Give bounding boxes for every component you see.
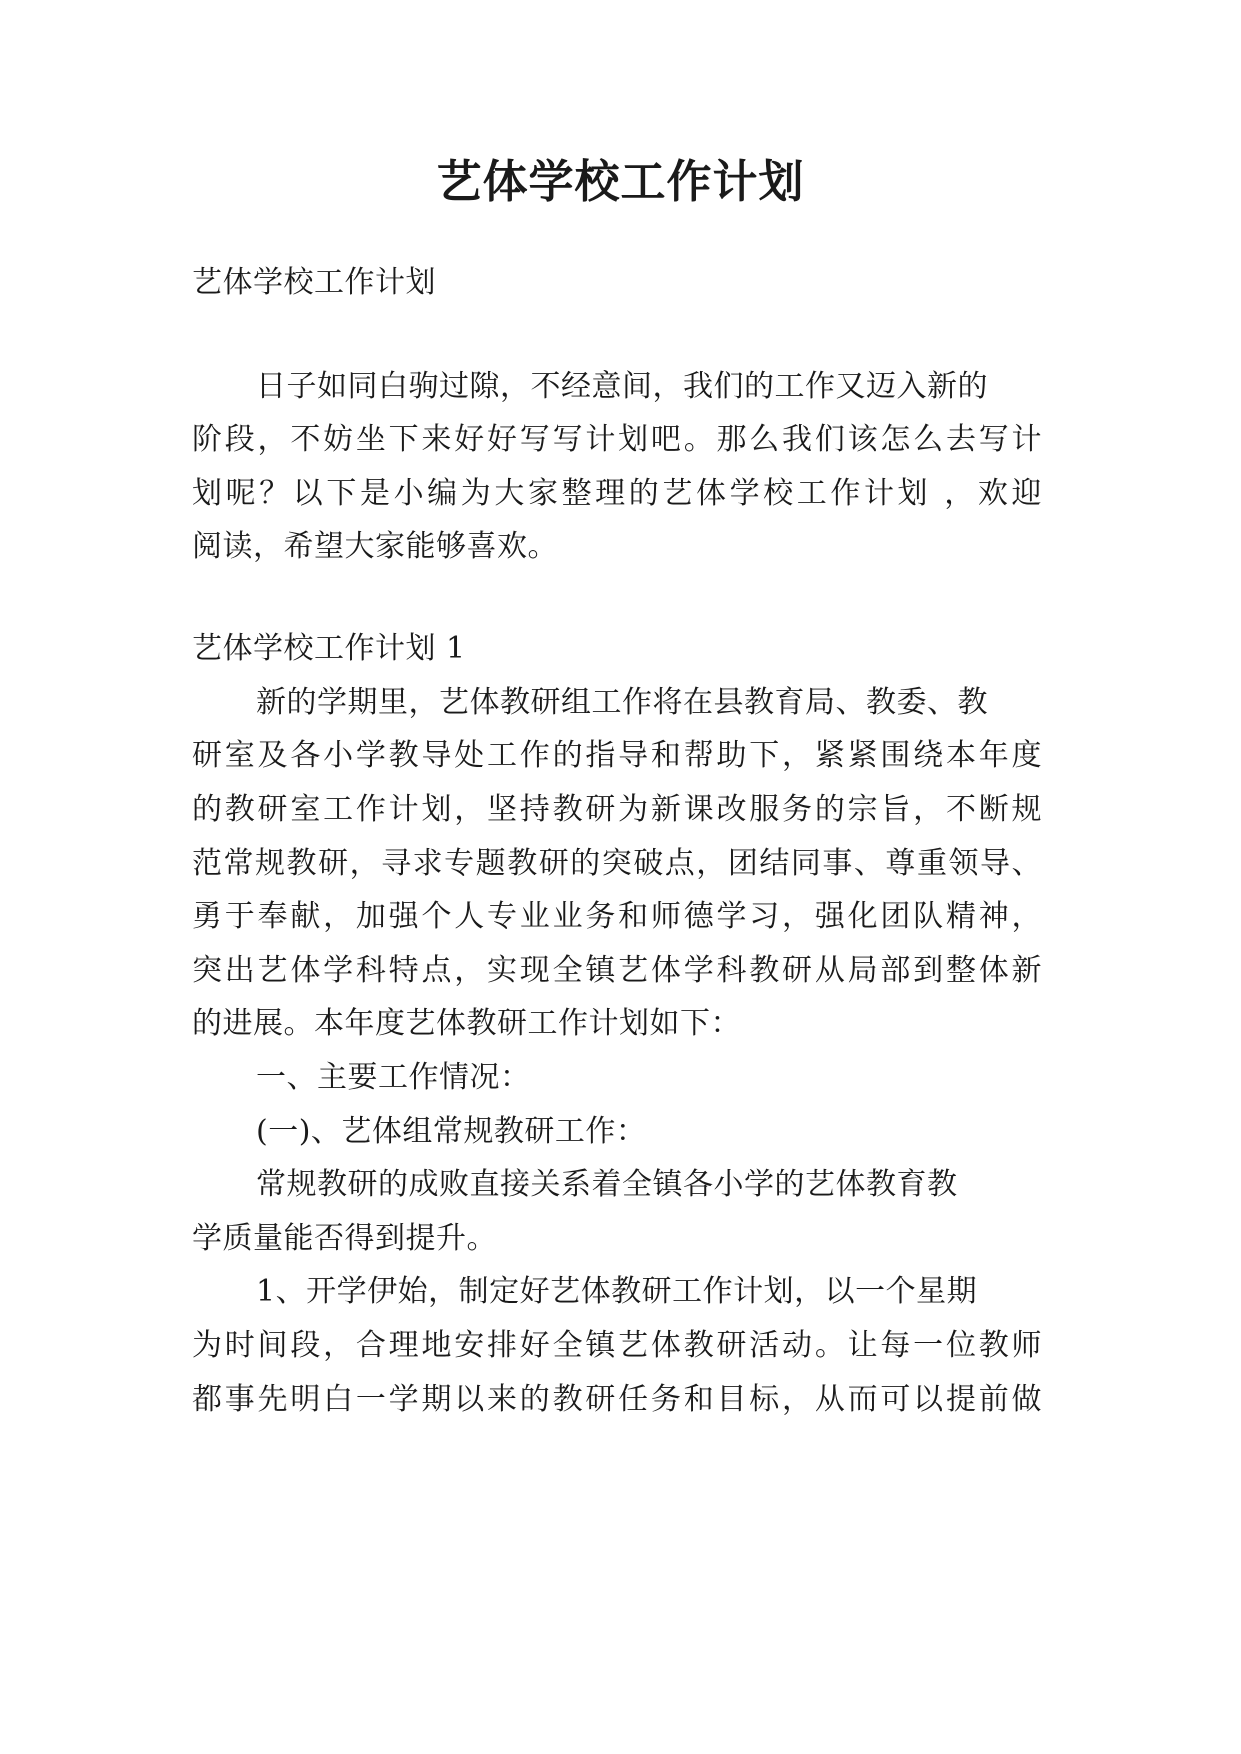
document-subtitle: 艺体学校工作计划 — [192, 265, 436, 300]
paragraph-line: 研室及各小学教导处工作的指导和帮助下，紧紧围绕本年度 — [192, 738, 1042, 773]
paragraph-line: 的教研室工作计划，坚持教研为新课改服务的宗旨，不断规 — [192, 792, 1042, 827]
list-heading-main: 一、主要工作情况： — [256, 1060, 531, 1095]
paragraph-line: 都事先明白一学期以来的教研任务和目标，从而可以提前做 — [192, 1382, 1042, 1417]
paragraph-line: 范常规教研，寻求专题教研的突破点，团结同事、尊重领导、 — [192, 846, 1042, 881]
list-heading-sub: (一)、艺体组常规教研工作： — [256, 1114, 647, 1149]
paragraph-line: 为时间段，合理地安排好全镇艺体教研活动。让每一位教师 — [192, 1328, 1042, 1363]
paragraph-line: 的进展。本年度艺体教研工作计划如下： — [192, 1006, 741, 1041]
intro-line: 阅读，希望大家能够喜欢。 — [192, 529, 558, 564]
intro-line: 阶段，不妨坐下来好好写写计划吧。那么我们该怎么去写计 — [192, 422, 1042, 457]
paragraph-line: 勇于奉献，加强个人专业业务和师德学习，强化团队精神， — [192, 899, 1042, 934]
paragraph-line: 常规教研的成败直接关系着全镇各小学的艺体教育教 — [256, 1167, 958, 1202]
paragraph-line: 1、开学伊始，制定好艺体教研工作计划，以一个星期 — [256, 1274, 978, 1309]
paragraph-line: 新的学期里，艺体教研组工作将在县教育局、教委、教 — [256, 685, 988, 720]
intro-line: 日子如同白驹过隙，不经意间，我们的工作又迈入新的 — [256, 369, 988, 404]
document-title: 艺体学校工作计划 — [436, 155, 805, 208]
paragraph-line: 学质量能否得到提升。 — [192, 1221, 497, 1256]
intro-line: 划呢？以下是小编为大家整理的艺体学校工作计划 ，欢迎 — [192, 476, 1042, 511]
section-heading: 艺体学校工作计划 1 — [192, 631, 466, 666]
paragraph-line: 突出艺体学科特点，实现全镇艺体学科教研从局部到整体新 — [192, 953, 1042, 988]
